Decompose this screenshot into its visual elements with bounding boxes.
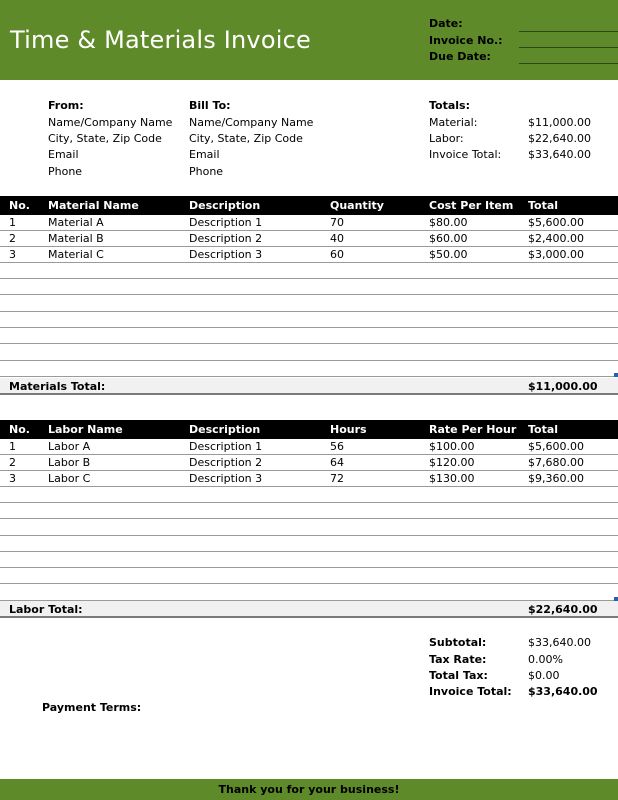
cell-hours: 56 <box>330 440 344 453</box>
cell-no: 1 <box>9 216 16 229</box>
cell-total: $3,000.00 <box>528 248 584 261</box>
materials-table-header <box>0 196 618 215</box>
invoice-no-field[interactable] <box>519 47 618 48</box>
labor-table-header <box>0 420 618 439</box>
cell-hours: 64 <box>330 456 344 469</box>
materials-row[interactable] <box>0 215 618 231</box>
cell-name: Labor C <box>48 472 91 485</box>
totals-material-value: $11,000.00 <box>528 116 591 129</box>
labor-row[interactable] <box>0 471 618 487</box>
due-date-field[interactable] <box>519 63 618 64</box>
cell-description: Description 3 <box>189 472 263 485</box>
cell-rate: $100.00 <box>429 440 475 453</box>
materials-empty-row[interactable] <box>0 361 618 377</box>
cell-no: 2 <box>9 232 16 245</box>
materials-row[interactable] <box>0 247 618 263</box>
materials-empty-row[interactable] <box>0 296 618 312</box>
labor-col-name: Labor Name <box>48 423 123 436</box>
footer-thank-you: Thank you for your business! <box>218 783 400 796</box>
payment-terms-label: Payment Terms: <box>42 701 142 714</box>
cell-total: $5,600.00 <box>528 216 584 229</box>
totals-material-label: Material: <box>429 116 478 129</box>
cell-name: Material C <box>48 248 104 261</box>
labor-col-rate: Rate Per Hour <box>429 423 517 436</box>
labor-row[interactable] <box>0 455 618 471</box>
labor-col-hours: Hours <box>330 423 367 436</box>
totals-labor-value: $22,640.00 <box>528 132 591 145</box>
total-tax-label: Total Tax: <box>429 669 488 682</box>
materials-total-label: Materials Total: <box>9 380 106 393</box>
table-resize-handle[interactable] <box>614 373 618 377</box>
materials-col-name: Material Name <box>48 199 139 212</box>
bill-to-label: Bill To: <box>189 99 231 112</box>
cell-description: Description 1 <box>189 216 263 229</box>
labor-empty-row[interactable] <box>0 585 618 601</box>
from-name[interactable]: Name/Company Name <box>48 116 173 129</box>
from-phone[interactable]: Phone <box>48 165 83 178</box>
cell-total: $2,400.00 <box>528 232 584 245</box>
labor-empty-row[interactable] <box>0 568 618 584</box>
labor-total-label: Labor Total: <box>9 603 83 616</box>
labor-total-value: $22,640.00 <box>528 603 598 616</box>
materials-col-description: Description <box>189 199 261 212</box>
date-field[interactable] <box>519 31 618 32</box>
cell-total: $9,360.00 <box>528 472 584 485</box>
bill-to-phone[interactable]: Phone <box>189 165 224 178</box>
materials-col-total: Total <box>528 199 559 212</box>
invoice-footer <box>0 779 618 800</box>
labor-col-no: No. <box>9 423 30 436</box>
cell-cost: $50.00 <box>429 248 468 261</box>
cell-total: $7,680.00 <box>528 456 584 469</box>
invoice-total-value: $33,640.00 <box>528 685 598 698</box>
invoice-no-label: Invoice No.: <box>429 34 503 47</box>
totals-invoice-value: $33,640.00 <box>528 148 591 161</box>
cell-hours: 72 <box>330 472 344 485</box>
materials-empty-row[interactable] <box>0 263 618 279</box>
cell-name: Material B <box>48 232 104 245</box>
materials-total-row <box>0 378 618 395</box>
invoice-title: Time & Materials Invoice <box>10 26 311 54</box>
cell-total: $5,600.00 <box>528 440 584 453</box>
invoice-total-label: Invoice Total: <box>429 685 512 698</box>
materials-total-value: $11,000.00 <box>528 380 598 393</box>
invoice-header <box>0 0 618 80</box>
cell-quantity: 70 <box>330 216 344 229</box>
bill-to-email[interactable]: Email <box>189 148 220 161</box>
cell-description: Description 3 <box>189 248 263 261</box>
cell-no: 1 <box>9 440 16 453</box>
cell-quantity: 40 <box>330 232 344 245</box>
bill-to-name[interactable]: Name/Company Name <box>189 116 314 129</box>
labor-col-description: Description <box>189 423 261 436</box>
cell-cost: $60.00 <box>429 232 468 245</box>
cell-description: Description 1 <box>189 440 263 453</box>
labor-empty-row[interactable] <box>0 520 618 536</box>
labor-total-row <box>0 601 618 618</box>
cell-description: Description 2 <box>189 232 263 245</box>
cell-name: Material A <box>48 216 104 229</box>
labor-col-total: Total <box>528 423 559 436</box>
cell-description: Description 2 <box>189 456 263 469</box>
totals-label: Totals: <box>429 99 470 112</box>
subtotal-value: $33,640.00 <box>528 636 591 649</box>
totals-invoice-label: Invoice Total: <box>429 148 502 161</box>
labor-empty-row[interactable] <box>0 487 618 503</box>
date-label: Date: <box>429 17 463 30</box>
cell-no: 3 <box>9 248 16 261</box>
from-city[interactable]: City, State, Zip Code <box>48 132 162 145</box>
cell-no: 3 <box>9 472 16 485</box>
due-date-label: Due Date: <box>429 50 491 63</box>
materials-empty-row[interactable] <box>0 345 618 361</box>
cell-name: Labor A <box>48 440 91 453</box>
labor-empty-row[interactable] <box>0 503 618 519</box>
labor-row[interactable] <box>0 439 618 455</box>
bill-to-city[interactable]: City, State, Zip Code <box>189 132 303 145</box>
cell-name: Labor B <box>48 456 91 469</box>
materials-col-quantity: Quantity <box>330 199 384 212</box>
from-label: From: <box>48 99 84 112</box>
cell-rate: $130.00 <box>429 472 475 485</box>
materials-empty-row[interactable] <box>0 328 618 344</box>
cell-rate: $120.00 <box>429 456 475 469</box>
materials-row[interactable] <box>0 231 618 247</box>
totals-labor-label: Labor: <box>429 132 464 145</box>
materials-col-no: No. <box>9 199 30 212</box>
from-email[interactable]: Email <box>48 148 79 161</box>
cell-no: 2 <box>9 456 16 469</box>
cell-cost: $80.00 <box>429 216 468 229</box>
total-tax-value: $0.00 <box>528 669 560 682</box>
cell-quantity: 60 <box>330 248 344 261</box>
labor-empty-row[interactable] <box>0 552 618 568</box>
tax-rate-value[interactable]: 0.00% <box>528 653 563 666</box>
materials-empty-row[interactable] <box>0 312 618 328</box>
tax-rate-label: Tax Rate: <box>429 653 487 666</box>
materials-empty-row[interactable] <box>0 279 618 295</box>
subtotal-label: Subtotal: <box>429 636 487 649</box>
labor-empty-row[interactable] <box>0 536 618 552</box>
materials-col-cost: Cost Per Item <box>429 199 514 212</box>
